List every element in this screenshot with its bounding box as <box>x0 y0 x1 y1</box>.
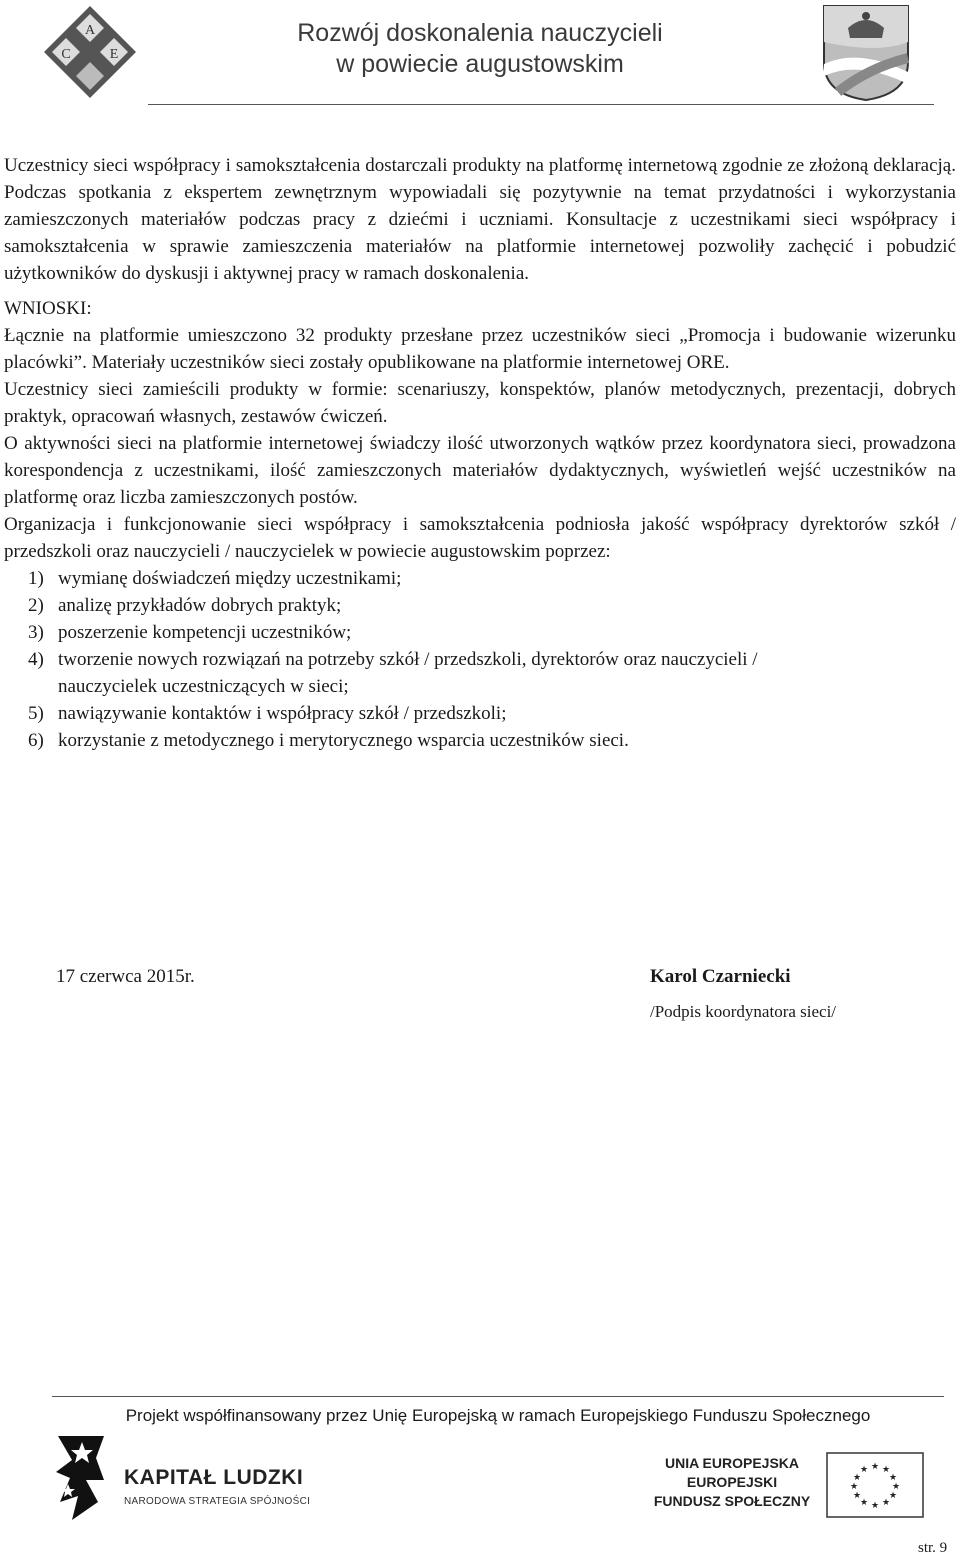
list-item-text: korzystanie z metodycznego i merytorycznego wsparcia uczestników sieci. <box>58 730 629 751</box>
paragraph-product-forms: Uczestnicy sieci zamieścili produkty w formie: scenariuszy, konspektów, planów metodycznych, prezentacji, dobrych praktyk, opracowań własnych, zestawów ćwiczeń. <box>4 379 956 427</box>
logo-letter-a: A <box>84 23 96 38</box>
list-item-text: analizę przykładów dobrych praktyk; <box>58 595 342 616</box>
list-item-text: poszerzenie kompetencji uczestników; <box>58 622 352 643</box>
page-number: str. 9 <box>918 1540 948 1556</box>
footer-project-text: Projekt współfinansowany przez Unię Europejską w ramach Europejskiego Funduszu Społecznego <box>125 1406 871 1425</box>
svg-text:★: ★ <box>870 1462 880 1472</box>
eu-line3: FUNDUSZ SPOŁECZNY <box>653 1493 811 1509</box>
list-item-number: 5) <box>28 703 44 724</box>
cae-logo-icon <box>42 4 138 100</box>
list-item-number: 3) <box>28 622 44 643</box>
logo-letter-c: C <box>61 47 71 62</box>
document-body <box>4 152 956 754</box>
eu-flag-icon <box>826 1452 924 1518</box>
svg-text:★: ★ <box>852 1473 862 1483</box>
list-item-number: 2) <box>28 595 44 616</box>
svg-text:★: ★ <box>852 1491 862 1501</box>
kapital-ludzki-subtitle: NARODOWA STRATEGIA SPÓJNOŚCI <box>124 1496 311 1507</box>
eu-line1: UNIA EUROPEJSKA <box>664 1455 800 1471</box>
eu-line2: EUROPEJSKI <box>686 1474 778 1490</box>
list-item <box>4 646 818 700</box>
kapital-ludzki-logo-icon <box>52 1432 108 1524</box>
list-item <box>4 700 956 727</box>
list-item <box>4 619 956 646</box>
list-item-text: tworzenie nowych rozwiązań na potrzeby szkół / przedszkoli, dyrektorów oraz nauczycieli / nauczycielek uczestniczących w sieci; <box>58 649 758 697</box>
paragraph-cooperation-quality: Organizacja i funkcjonowanie sieci współpracy i samokształcenia podniosła jakość współpracy dyrektorów szkół / przedszkoli oraz nauczycieli / nauczycielek w powiecie augustowskim poprzez: <box>4 514 956 562</box>
svg-text:★: ★ <box>859 1465 869 1475</box>
svg-text:★: ★ <box>859 1498 869 1508</box>
svg-text:★: ★ <box>881 1465 891 1475</box>
coat-of-arms-icon <box>818 2 914 102</box>
header-title-line1: Rozwój doskonalenia nauczycieli <box>297 19 663 47</box>
kapital-ludzki-title: KAPITAŁ LUDZKI <box>124 1466 304 1489</box>
paragraph-products-count: Łącznie na platformie umieszczono 32 produkty przesłane przez uczestników sieci „Promocja i budowanie wizerunku placówki”. Materiały uczestników sieci zostały opublikowane na platformie internetowej ORE. <box>4 325 956 373</box>
svg-text:★: ★ <box>888 1491 898 1501</box>
signature-date: 17 czerwca 2015r. <box>56 966 195 987</box>
coordinator-name: Karol Czarniecki <box>650 966 791 987</box>
list-item-number: 4) <box>28 649 44 670</box>
eu-text-block <box>648 1454 816 1511</box>
list-item <box>4 727 956 754</box>
svg-text:★: ★ <box>888 1473 898 1483</box>
list-item-number: 1) <box>28 568 44 589</box>
header-divider <box>148 104 934 105</box>
svg-text:★: ★ <box>891 1482 901 1492</box>
outcomes-list <box>4 565 956 754</box>
svg-text:★: ★ <box>881 1498 891 1508</box>
svg-text:★: ★ <box>849 1482 859 1492</box>
list-item-text: wymianę doświadczeń między uczestnikami; <box>58 568 402 589</box>
paragraph-network-activity: O aktywności sieci na platformie internetowej świadczy ilość utworzonych wątków przez koordynatora sieci, prowadzona korespondencja z uczestnikami, ilość zamieszczonych materiałów dydaktycznych, wyświetleń wejść uczestników na platformę oraz liczba zamieszczonych postów. <box>4 433 956 508</box>
coordinator-role: /Podpis koordynatora sieci/ <box>650 1002 837 1021</box>
logo-letter-e: E <box>109 47 119 62</box>
list-item-number: 6) <box>28 730 44 751</box>
intro-paragraph: Uczestnicy sieci współpracy i samokształcenia dostarczali produkty na platformę internetową zgodnie ze złożoną deklaracją. Podczas spotkania z ekspertem zewnętrznym wypowiadali się pozytywnie na temat przydatności i wykorzystania zamieszczonych materiałów podczas pracy z dziećmi i uczniami. Konsultacje z uczestnikami sieci współpracy i samokształcenia w sprawie zamieszczenia materiałów na platformie internetowej pozwoliły zachęcić i pobudzić użytkowników do dyskusji i aktywnej pracy w ramach doskonalenia. <box>4 155 956 284</box>
list-item <box>4 592 956 619</box>
svg-text:★: ★ <box>870 1501 880 1511</box>
header-title <box>250 18 710 80</box>
list-item-text: nawiązywanie kontaktów i współpracy szkół / przedszkoli; <box>58 703 507 724</box>
conclusions-heading: WNIOSKI: <box>4 298 92 319</box>
footer-divider <box>52 1396 944 1397</box>
list-item <box>4 565 956 592</box>
header-title-line2: w powiecie augustowskim <box>336 50 624 78</box>
